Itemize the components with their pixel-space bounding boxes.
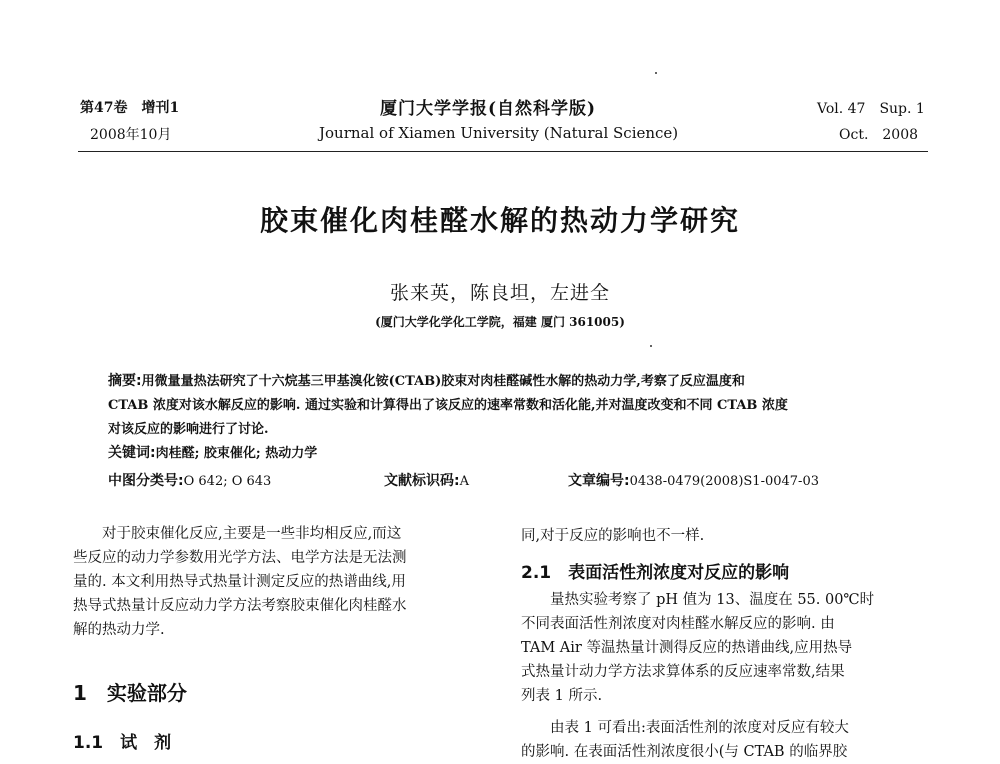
- para1-line-2: 不同表面活性剂浓度对肉桂醛水解反应的影响. 由: [521, 616, 835, 632]
- abstract-text: 用微量量热法研究了十六烷基三甲基溴化铵(CTAB)胶束对肉桂醛碱性水解的热动力学,考察了反应温度和: [141, 374, 745, 389]
- intro-line-5: 解的热动力学.: [73, 622, 165, 638]
- intro-line-3: 量的. 本文利用热导式热量计测定反应的热谱曲线,用: [73, 574, 406, 590]
- article-number-row: [568, 470, 819, 490]
- scan-speck: [650, 345, 652, 347]
- article-affiliation: (厦门大学化学化工学院，福建 厦门 361005): [375, 315, 625, 329]
- journal-title-en: Journal of Xiamen University (Natural Science): [319, 124, 679, 142]
- para1-line-5: 列表 1 所示.: [521, 688, 603, 704]
- abstract-line-3: 对该反应的影响进行了讨论.: [108, 422, 269, 437]
- section-2-1-heading: 2.1 表面活性剂浓度对反应的影响: [521, 563, 790, 583]
- intro-line-4: 热导式热量计反应动力学方法考察胶束催化肉桂醛水: [73, 598, 407, 614]
- para2-line-1: 由表 1 可看出:表面活性剂的浓度对反应有较大: [521, 720, 849, 736]
- continued-line: 同,对于反应的影响也不一样.: [521, 528, 705, 544]
- intro-line-1: 对于胶束催化反应,主要是一些非均相反应,而这: [73, 526, 402, 542]
- para1-line-1: 量热实验考察了 pH 值为 13、温度在 55. 00℃时: [521, 592, 875, 608]
- keywords-label: 关键词:: [108, 445, 156, 461]
- doc-code-value: A: [459, 474, 469, 489]
- para1-line-4: 式热量计动力学方法求算体系的反应速率常数,结果: [521, 664, 845, 680]
- doc-code-label: 文献标识码:: [384, 473, 460, 489]
- header-date: 2008年10月: [90, 127, 172, 143]
- abstract-label: 摘要:: [108, 373, 142, 389]
- classification-label: 中图分类号:: [108, 473, 184, 489]
- scan-speck: [655, 72, 657, 74]
- abstract-line-2: CTAB 浓度对该水解反应的影响. 通过实验和计算得出了该反应的速率常数和活化能,并对温度改变和不同 CTAB 浓度: [108, 398, 788, 413]
- article-title: 胶束催化肉桂醛水解的热动力学研究: [259, 204, 740, 237]
- para1-line-3: TAM Air 等温热量计测得反应的热谱曲线,应用热导: [521, 640, 853, 656]
- header-vol-en: Vol. 47 Sup. 1: [817, 101, 925, 117]
- doc-code-row: [384, 470, 469, 490]
- header-date-en: Oct. 2008: [839, 127, 919, 143]
- header-volume: 第47卷 增刊1: [80, 100, 180, 116]
- article-authors: 张来英，陈良坦，左进全: [389, 282, 610, 304]
- keywords-row: [108, 442, 317, 462]
- para2-line-2: 的影响. 在表面活性剂浓度很小(与 CTAB 的临界胶: [521, 744, 848, 760]
- header-rule: [78, 151, 928, 152]
- section-1-heading: 1 实验部分: [73, 681, 187, 705]
- classification-value: O 642; O 643: [183, 474, 272, 489]
- journal-title-cn: 厦门大学学报(自然科学版): [380, 99, 597, 119]
- section-1-1-heading: 1.1 试 剂: [73, 733, 172, 753]
- keywords-value: 肉桂醛; 胶束催化; 热动力学: [155, 446, 318, 461]
- article-number-value: 0438-0479(2008)S1-0047-03: [629, 474, 819, 489]
- abstract-line-1: [108, 370, 745, 390]
- classification-row: [108, 470, 271, 490]
- article-number-label: 文章编号:: [568, 473, 630, 489]
- intro-line-2: 些反应的动力学参数用光学方法、电学方法是无法测: [73, 550, 407, 566]
